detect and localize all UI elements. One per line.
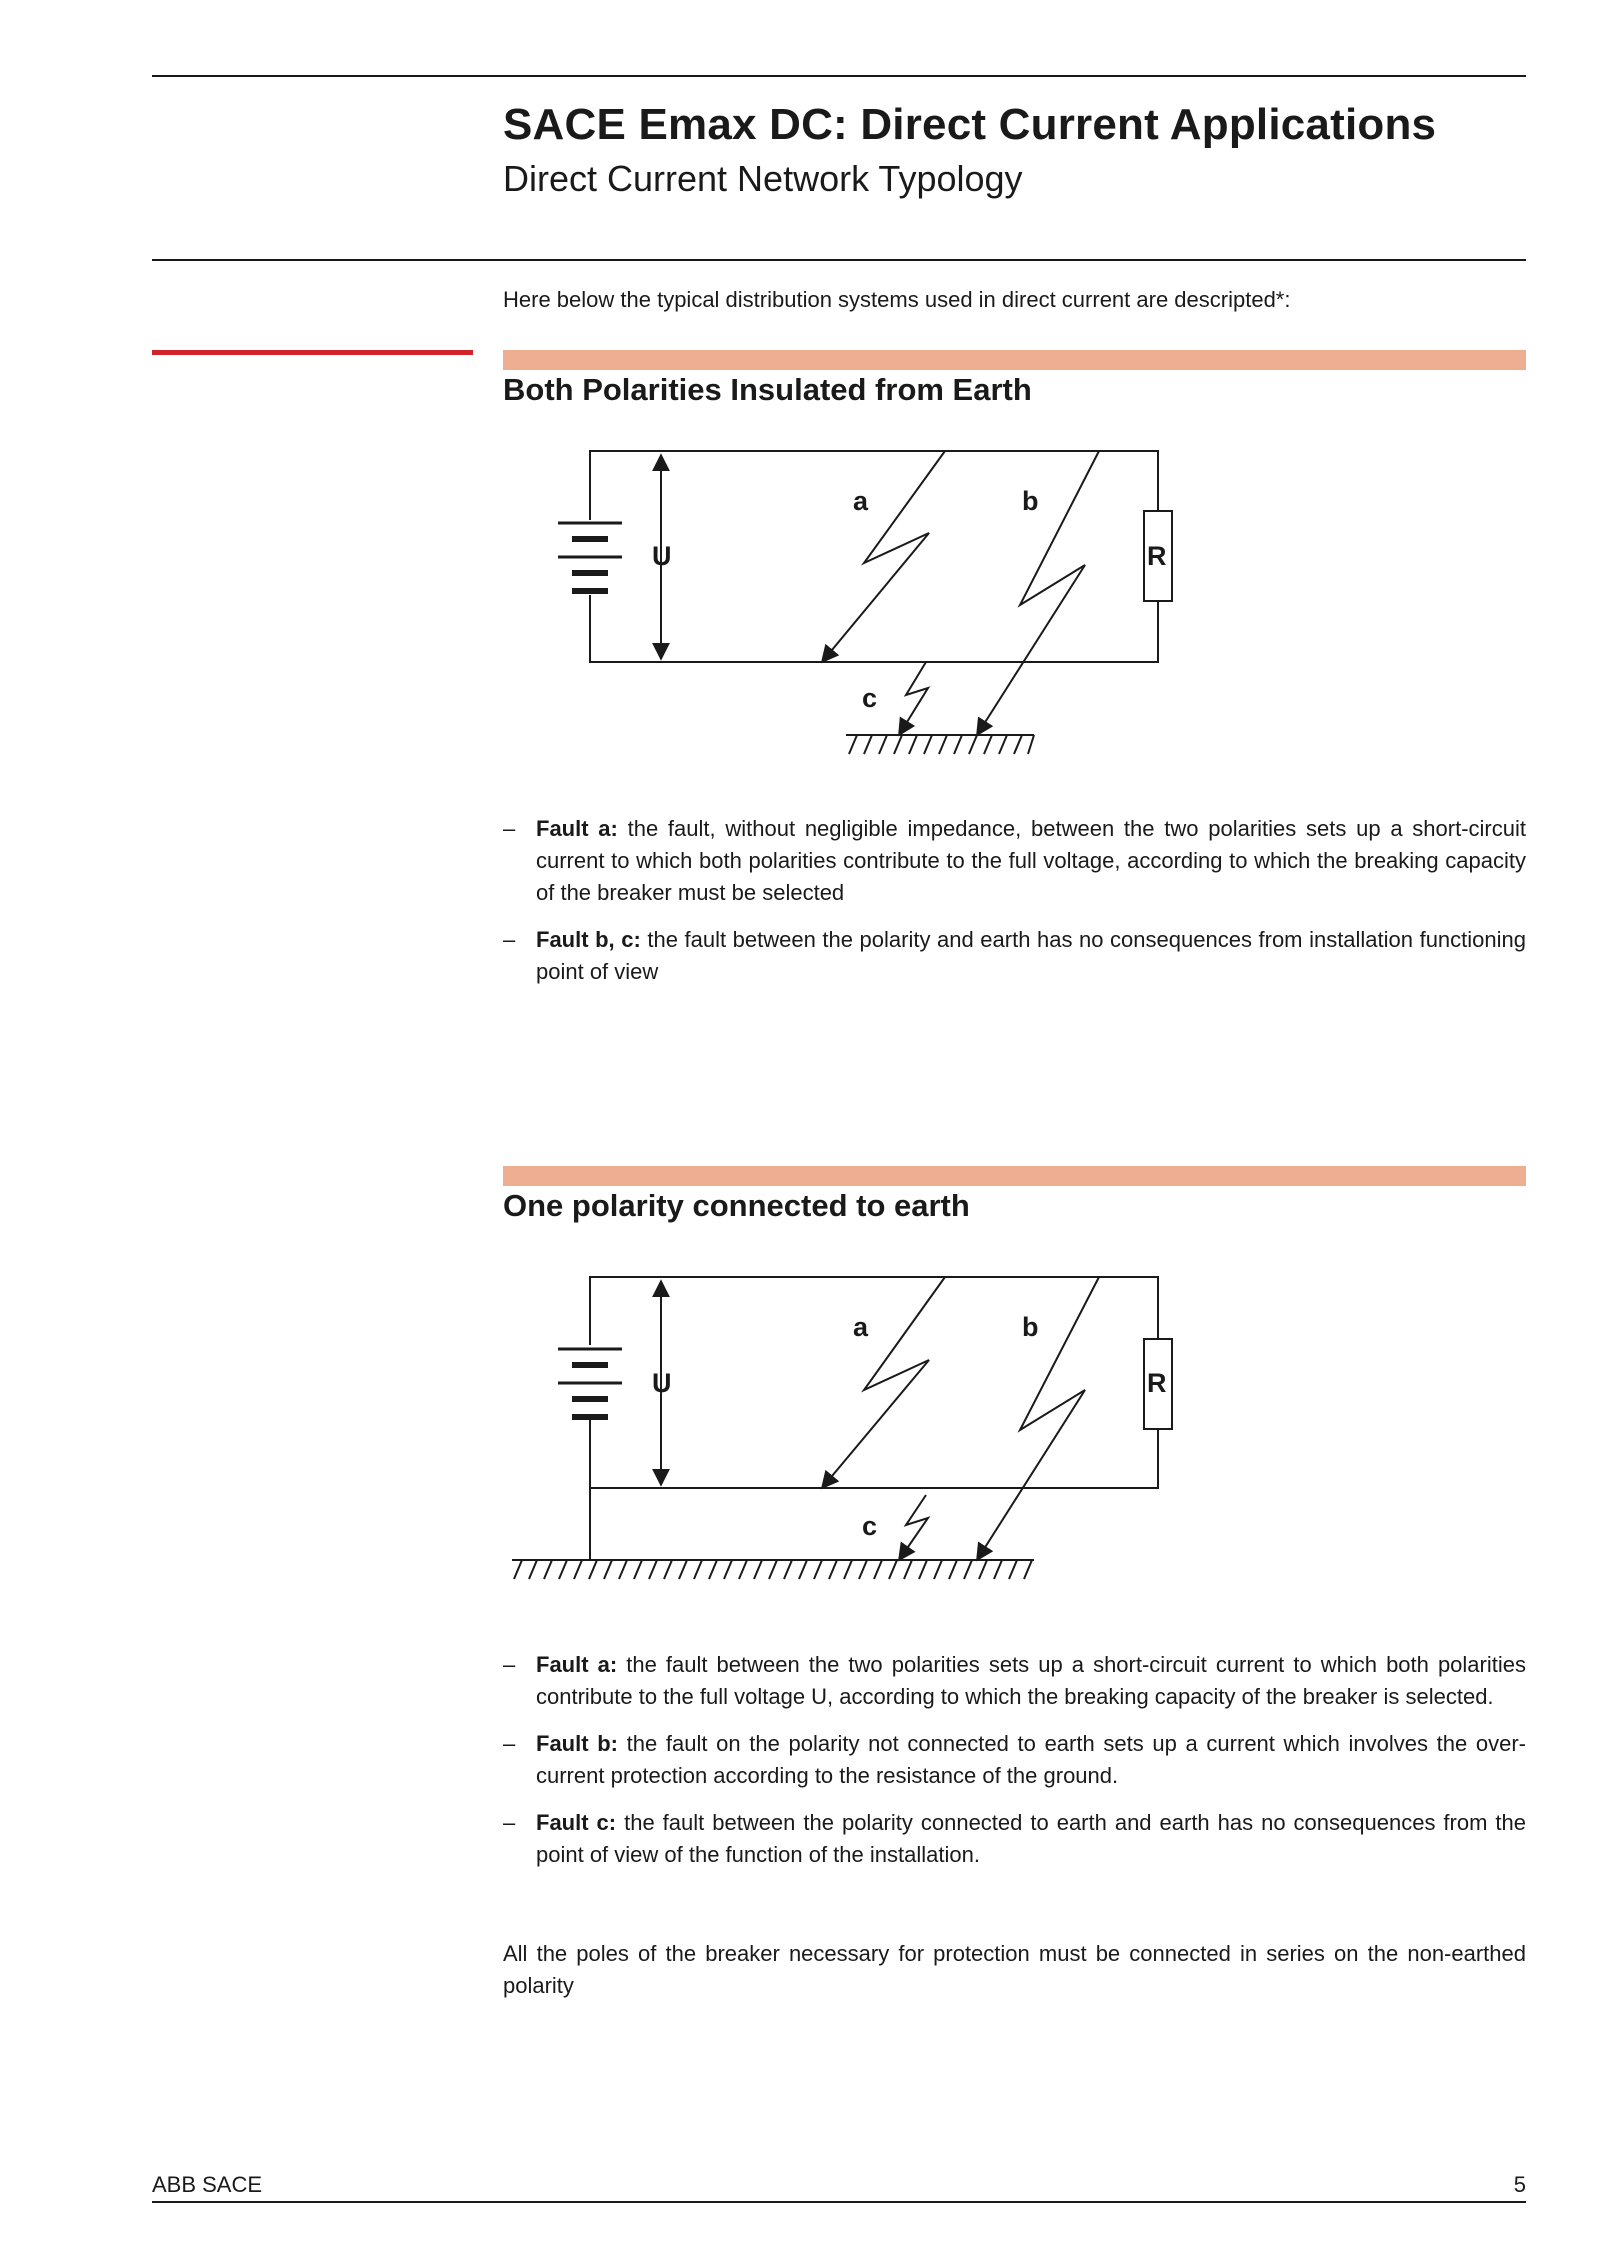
fault-list bbox=[503, 1649, 1526, 1886]
list-marker: – bbox=[503, 816, 516, 841]
footer-company: ABB SACE bbox=[152, 2172, 263, 2197]
list-item bbox=[503, 813, 1526, 909]
fault-a-label: a bbox=[853, 486, 869, 516]
fault-text: the fault between the two polarities sets up a short-circuit current to which both polarities contribute to the full voltage U, according to which the breaking capacity of the breaker is selected. bbox=[536, 1652, 1526, 1709]
fault-list bbox=[503, 813, 1526, 1003]
section-heading: Both Polarities Insulated from Earth bbox=[503, 372, 1032, 407]
list-marker: – bbox=[503, 1652, 516, 1677]
resistor-label: R bbox=[1147, 1368, 1167, 1398]
protection-note: All the poles of the breaker necessary for protection must be connected in series on the non-earthed polarity bbox=[503, 1941, 1526, 1998]
list-item bbox=[503, 924, 1526, 988]
fault-a-label: a bbox=[853, 1312, 869, 1342]
list-item bbox=[503, 1728, 1526, 1792]
list-marker: – bbox=[503, 1731, 516, 1756]
fault-b-label: b bbox=[1022, 486, 1039, 516]
voltage-label: U bbox=[652, 1368, 672, 1398]
section-band bbox=[503, 1166, 1526, 1186]
page-subtitle: Direct Current Network Typology bbox=[503, 158, 1023, 199]
fault-label: Fault b, c: bbox=[536, 927, 641, 952]
fault-c-arrow bbox=[899, 1495, 928, 1560]
list-item bbox=[503, 1807, 1526, 1871]
section-heading: One polarity connected to earth bbox=[503, 1188, 970, 1223]
fault-label: Fault c: bbox=[536, 1810, 617, 1835]
list-marker: – bbox=[503, 927, 516, 952]
fault-label: Fault a: bbox=[536, 816, 618, 841]
fault-text: the fault, without negligible impedance, between the two polarities sets up a short-circuit current to which both polarities contribute to the full voltage, according to which the breaking capacity of the breaker must be selected bbox=[536, 816, 1526, 905]
earth-symbol bbox=[846, 735, 1034, 754]
footer-rule bbox=[152, 2201, 1526, 2203]
fault-c-arrow bbox=[899, 662, 928, 735]
fault-text: the fault between the polarity connected to earth and earth has no consequences from the point of view of the function of the installation. bbox=[536, 1810, 1526, 1867]
voltage-label: U bbox=[652, 541, 672, 571]
fault-b-label: b bbox=[1022, 1312, 1039, 1342]
list-item bbox=[503, 1649, 1526, 1713]
intro-text: Here below the typical distribution systems used in direct current are descripted*: bbox=[503, 287, 1291, 312]
resistor-label: R bbox=[1147, 541, 1167, 571]
page-number: 5 bbox=[1513, 2172, 1526, 2197]
fault-text: the fault between the polarity and earth has no consequences from installation functioning point of view bbox=[536, 927, 1526, 984]
list-marker: – bbox=[503, 1810, 516, 1835]
fault-c-label: c bbox=[862, 683, 878, 713]
fault-text: the fault on the polarity not connected to earth sets up a current which involves the over-current protection according to the resistance of the ground. bbox=[536, 1731, 1526, 1788]
fault-label: Fault a: bbox=[536, 1652, 618, 1677]
fault-label: Fault b: bbox=[536, 1731, 618, 1756]
earth-symbol bbox=[512, 1560, 1034, 1579]
page-title: SACE Emax DC: Direct Current Applications bbox=[503, 100, 1437, 149]
fault-c-label: c bbox=[862, 1511, 878, 1541]
